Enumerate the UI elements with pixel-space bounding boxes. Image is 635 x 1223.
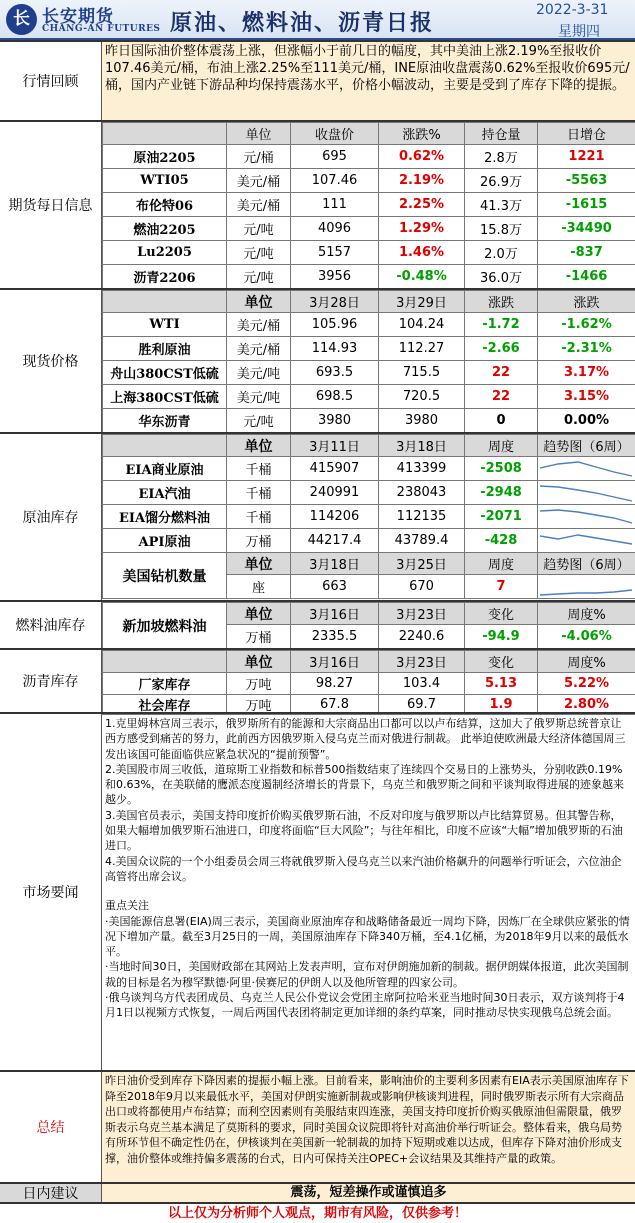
futures-header-unit: 单位 <box>227 123 291 145</box>
news-item: ·美国能源信息署(EIA)周三表示，美国商业原油库存和战略储备最近一周均下降，因炼厂在全球供应紧张的情况下增加产量。截至3月25日的一周，美国原油库存下降340万桶，至4.1亿桶，为2018年9月以来的最低水平。 <box>105 914 630 959</box>
news-item: 2.美国股市周三收低，道琼斯工业指数和标普500指数结束了连续四个交易日的上涨势头，分别收跌0.19%和0.63%，在美联储的鹰派态度遏制经济增长的背景下，乌克兰和俄罗斯之间和平谈判取得进展的迹象越来越少。 <box>105 762 624 807</box>
fuel-inv-name: 新加坡燃料油 <box>103 603 227 649</box>
asph-inv-pct: 2.80% <box>538 695 635 715</box>
trend-sparkline-cell <box>538 529 635 553</box>
review-label: 行情回顾 <box>0 42 102 120</box>
asph-inv-d2: 103.4 <box>379 673 465 695</box>
table-row <box>103 409 635 433</box>
rig-wk: 7 <box>465 575 538 599</box>
asph-inv-header-d2: 3月23日 <box>379 651 465 673</box>
crude-inv-wk: -428 <box>465 529 538 553</box>
spot-d2: 715.5 <box>379 361 465 385</box>
spot-header-row <box>103 291 635 313</box>
rig-header-wk: 周度 <box>465 553 538 575</box>
fuel-inv-header-pct: 周度% <box>538 603 635 625</box>
crude-inv-unit: 千桶 <box>227 481 291 505</box>
futures-oi: 2.0万 <box>465 241 538 265</box>
spot-d1: 693.5 <box>291 361 379 385</box>
crude-inv-d1: 44217.4 <box>291 529 379 553</box>
futures-close: 695 <box>291 145 379 169</box>
futures-doi: -1466 <box>538 265 635 289</box>
rig-header-trend: 趋势图（6周） <box>538 553 635 575</box>
asph-inv-unit: 万吨 <box>227 673 291 695</box>
futures-oi: 36.0万 <box>465 265 538 289</box>
futures-doi: -5563 <box>538 169 635 193</box>
trend-sparkline-cell <box>538 481 635 505</box>
news-item: 3.美国官员表示，美国支持印度折价购买俄罗斯石油，不反对印度与俄罗斯以卢比结算贸易。但其警告称，如果大幅增加俄罗斯石油进口，印度将面临“巨大风险”；与往年相比，印度不应该“大幅”增加俄罗斯的石油进口。 <box>105 808 623 853</box>
advice-label: 日内建议 <box>0 1184 102 1202</box>
futures-unit: 元/吨 <box>227 265 291 289</box>
crude-inv-name: EIA汽油 <box>103 481 227 505</box>
table-row <box>103 265 635 289</box>
futures-close: 5157 <box>291 241 379 265</box>
spot-header-unit: 单位 <box>227 291 291 313</box>
trend-sparkline <box>538 506 634 528</box>
spot-header-name <box>103 291 227 313</box>
futures-doi: 1221 <box>538 145 635 169</box>
crude-inv-unit: 千桶 <box>227 457 291 481</box>
asph-inv-d2: 69.7 <box>379 695 465 715</box>
asph-inv-header-unit: 单位 <box>227 651 291 673</box>
table-row <box>103 505 635 529</box>
futures-close: 4096 <box>291 217 379 241</box>
table-row <box>103 313 635 337</box>
crude-inv-unit: 万桶 <box>227 529 291 553</box>
news-spacer <box>105 884 632 898</box>
futures-chg: 2.19% <box>379 169 465 193</box>
crude-inv-wk: -2071 <box>465 505 538 529</box>
table-row <box>103 361 635 385</box>
crude-inv-header-d1: 3月11日 <box>291 435 379 457</box>
futures-header-name <box>103 123 227 145</box>
futures-header-row <box>103 123 635 145</box>
trend-sparkline-cell <box>538 575 635 599</box>
spot-label: 现货价格 <box>0 290 102 432</box>
crude-inv-wk: -2948 <box>465 481 538 505</box>
table-row <box>103 193 635 217</box>
crude-inv-name: API原油 <box>103 529 227 553</box>
spot-pct: 3.15% <box>538 385 635 409</box>
futures-oi: 26.9万 <box>465 169 538 193</box>
company-name-cn: 长安期货 <box>42 7 114 27</box>
crude-inv-d1: 415907 <box>291 457 379 481</box>
news-focus-heading: 重点关注 <box>105 899 149 913</box>
spot-header-chg: 涨跌 <box>465 291 538 313</box>
futures-name: 燃油2205 <box>103 217 227 241</box>
rig-d1: 663 <box>291 575 379 599</box>
futures-name: 布伦特06 <box>103 193 227 217</box>
crude-inv-header-wk: 周度 <box>465 435 538 457</box>
fuel-inv-header-d1: 3月16日 <box>291 603 379 625</box>
table-row <box>103 337 635 361</box>
spot-chg: -2.66 <box>465 337 538 361</box>
futures-oi: 41.3万 <box>465 193 538 217</box>
news-item: ·当地时间30日，美国财政部在其网站上发表声明，宣布对伊朗施加新的制裁。据伊朗媒体报道，此次美国制裁的目标是名为穆罕默德·阿里·侯赛尼的伊朗人以及他所管理的四家公司。 <box>105 960 629 989</box>
asph-inv-label: 沥青库存 <box>0 650 102 712</box>
asph-inv-unit: 万吨 <box>227 695 291 715</box>
spot-header-d2: 3月29日 <box>379 291 465 313</box>
spot-d2: 3980 <box>379 409 465 433</box>
futures-chg: 0.62% <box>379 145 465 169</box>
table-row <box>103 481 635 505</box>
table-row <box>103 673 635 695</box>
futures-chg: 1.46% <box>379 241 465 265</box>
asph-inv-d1: 67.8 <box>291 695 379 715</box>
futures-header-chg: 涨跌% <box>379 123 465 145</box>
spot-chg: -1.72 <box>465 313 538 337</box>
futures-doi: -837 <box>538 241 635 265</box>
trend-sparkline <box>538 530 634 552</box>
rig-header-row <box>103 553 635 575</box>
spot-header-pct: 涨跌 <box>538 291 635 313</box>
futures-chg: 1.29% <box>379 217 465 241</box>
report-title: 原油、燃料油、沥青日报 <box>170 11 435 36</box>
table-row <box>103 145 635 169</box>
spot-d1: 114.93 <box>291 337 379 361</box>
futures-header-oi: 持仓量 <box>465 123 538 145</box>
rig-header-unit: 单位 <box>227 553 291 575</box>
fuel-inv-d1: 2335.5 <box>291 625 379 649</box>
spot-pct: 0.00% <box>538 409 635 433</box>
asph-inv-name: 社会库存 <box>103 695 227 715</box>
summary-text: 昨日油价受到库存下降因素的提振小幅上涨。目前看来，影响油价的主要利多因素有EIA表示美国原油库存下降至2018年9月以来最低水平，美国对伊朗实施新制裁或影响伊核谈判进程，同时俄罗斯表示所有大宗商品出口或将都使用卢布结算；而利空因素则有美服结束四连涨，美国支持印度折价购买俄原油但需限量，俄罗斯表示乌克兰基本满足了莫斯科的要求，同时美国众议院即将针对高油价举行听证会。整体看来，俄乌局势有所环节但不确定性仍在，伊核谈判在美国新一轮制裁的加持下短期或难以达成，但库存下降对油价形成支撑，油价整体或维持偏多震荡的台式，日内可保持关注OPEC+会议结果及其维持产量的政策。 <box>102 1072 635 1182</box>
futures-name: 沥青2206 <box>103 265 227 289</box>
crude-inv-header-trend: 趋势图（6周） <box>538 435 635 457</box>
spot-unit: 美元/桶 <box>227 337 291 361</box>
fuel-inv-header-row <box>103 603 635 625</box>
fuel-inv-header-chg: 变化 <box>465 603 538 625</box>
fuel-inv-d2: 2240.6 <box>379 625 465 649</box>
spot-chg: 0 <box>465 409 538 433</box>
crude-inv-table <box>102 434 635 599</box>
futures-name: WTI05 <box>103 169 227 193</box>
trend-sparkline <box>538 482 634 504</box>
crude-inv-d2: 112135 <box>379 505 465 529</box>
spot-table <box>102 290 635 433</box>
futures-doi: -1615 <box>538 193 635 217</box>
crude-inv-unit: 千桶 <box>227 505 291 529</box>
futures-unit: 元/吨 <box>227 217 291 241</box>
spot-unit: 美元/桶 <box>227 313 291 337</box>
futures-header-close: 收盘价 <box>291 123 379 145</box>
futures-chg: -0.48% <box>379 265 465 289</box>
table-row <box>103 169 635 193</box>
futures-chg: 2.25% <box>379 193 465 217</box>
news-item: 4.美国众议院的一个小组委员会周三将就俄罗斯入侵乌克兰以来汽油价格飙升的问题举行听证会，六位油企高管将出席会议。 <box>105 854 622 883</box>
company-name-en: CHANG-AN FUTURES <box>42 24 161 34</box>
spot-d1: 105.96 <box>291 313 379 337</box>
spot-unit: 美元/吨 <box>227 361 291 385</box>
futures-close: 111 <box>291 193 379 217</box>
fuel-inv-pct: -4.06% <box>538 625 635 649</box>
trend-sparkline <box>538 458 634 480</box>
table-row <box>103 241 635 265</box>
futures-name: 原油2205 <box>103 145 227 169</box>
fuel-inv-header-unit: 单位 <box>227 603 291 625</box>
asph-inv-pct: 5.22% <box>538 673 635 695</box>
crude-inv-name: EIA商业原油 <box>103 457 227 481</box>
rig-d2: 670 <box>379 575 465 599</box>
spot-unit: 美元/吨 <box>227 385 291 409</box>
advice-text: 震荡，短差操作或谨慎追多 <box>102 1184 635 1202</box>
report-date: 2022-3-31 <box>536 2 609 18</box>
asph-inv-header-row <box>103 651 635 673</box>
spot-name: 舟山380CST低硫 <box>103 361 227 385</box>
spot-chg: 22 <box>465 385 538 409</box>
asph-inv-header-chg: 变化 <box>465 651 538 673</box>
rig-header-d1: 3月18日 <box>291 553 379 575</box>
table-row <box>103 457 635 481</box>
summary-label: 总结 <box>0 1072 102 1182</box>
fuel-inv-label: 燃料油库存 <box>0 602 102 648</box>
trend-sparkline <box>538 576 634 598</box>
futures-name: Lu2205 <box>103 241 227 265</box>
spot-d2: 112.27 <box>379 337 465 361</box>
news-item: 1.克里姆林宫周三表示，俄罗斯所有的能源和大宗商品出口都可以以卢布结算，这加大了俄罗斯总统普京让西方感受到痛苦的努力，此前西方因俄罗斯入侵乌克兰而对俄进行制裁。 此举迫使欧洲最大经济体德国周三发出该国可能面临供应紧急状况的“提前预警”。 <box>105 717 626 761</box>
spot-pct: -1.62% <box>538 313 635 337</box>
futures-table <box>102 122 635 289</box>
rig-unit: 座 <box>227 575 291 599</box>
trend-sparkline-cell <box>538 457 635 481</box>
crude-inv-header-name <box>103 435 227 457</box>
crude-inv-name: EIA馏分燃料油 <box>103 505 227 529</box>
spot-d1: 698.5 <box>291 385 379 409</box>
fuel-inv-unit: 万桶 <box>227 625 291 649</box>
crude-inv-header-d2: 3月18日 <box>379 435 465 457</box>
report-header <box>0 0 635 40</box>
futures-unit: 美元/桶 <box>227 169 291 193</box>
asph-inv-chg: 5.13 <box>465 673 538 695</box>
futures-close: 107.46 <box>291 169 379 193</box>
futures-unit: 元/吨 <box>227 241 291 265</box>
news-body <box>102 714 635 1070</box>
crude-inv-d2: 238043 <box>379 481 465 505</box>
table-row <box>103 217 635 241</box>
crude-inv-header-unit: 单位 <box>227 435 291 457</box>
futures-close: 3956 <box>291 265 379 289</box>
table-row <box>103 385 635 409</box>
futures-unit: 元/桶 <box>227 145 291 169</box>
table-row <box>103 529 635 553</box>
crude-inv-d2: 413399 <box>379 457 465 481</box>
spot-chg: 22 <box>465 361 538 385</box>
asph-inv-d1: 98.27 <box>291 673 379 695</box>
news-label: 市场要闻 <box>0 714 102 1070</box>
crude-inv-header-row <box>103 435 635 457</box>
asph-inv-table <box>102 650 635 715</box>
spot-d2: 720.5 <box>379 385 465 409</box>
futures-header-doi: 日增仓 <box>538 123 635 145</box>
company-logo-icon: 长 <box>6 4 37 35</box>
futures-label: 期货每日信息 <box>0 122 102 288</box>
crude-inv-wk: -2508 <box>465 457 538 481</box>
fuel-inv-table <box>102 602 635 649</box>
spot-unit: 元/吨 <box>227 409 291 433</box>
report-weekday: 星期四 <box>558 24 600 40</box>
rig-name: 美国钻机数量 <box>103 553 227 599</box>
crude-inv-d1: 240991 <box>291 481 379 505</box>
rig-header-d2: 3月25日 <box>379 553 465 575</box>
spot-pct: -2.31% <box>538 337 635 361</box>
spot-d2: 104.24 <box>379 313 465 337</box>
disclaimer: 以上仅为分析师个人观点，期市有风险，仅供参考！ <box>0 1202 635 1223</box>
spot-name: 胜利原油 <box>103 337 227 361</box>
news-item: ·俄乌谈判乌方代表团成员、乌克兰人民公仆党议会党团主席阿拉哈米亚当地时间30日表示，双方谈判将于4月1日以视频方式恢复，一周后两国代表团将制定更加详细的条约草案，同时推动尽快实现俄乌总统会面。 <box>105 991 625 1020</box>
spot-name: 上海380CST低硫 <box>103 385 227 409</box>
crude-inv-d2: 43789.4 <box>379 529 465 553</box>
futures-unit: 美元/桶 <box>227 193 291 217</box>
futures-doi: -34490 <box>538 217 635 241</box>
spot-name: WTI <box>103 313 227 337</box>
asph-inv-name: 厂家库存 <box>103 673 227 695</box>
futures-oi: 2.8万 <box>465 145 538 169</box>
spot-d1: 3980 <box>291 409 379 433</box>
review-text: 昨日国际油价整体震荡上涨，但涨幅小于前几日的幅度，其中美油上涨2.19%至报收价107.46美元/桶，布油上涨2.25%至111美元/桶，INE原油收盘震荡0.62%至报收价695元/桶，国内产业链下游品种均保持震荡水平，价格小幅波动，主要是受到了库存下降的提振。 <box>102 42 635 120</box>
crude-inv-label: 原油库存 <box>0 434 102 600</box>
futures-oi: 15.8万 <box>465 217 538 241</box>
spot-name: 华东沥青 <box>103 409 227 433</box>
asph-inv-header-pct: 周度% <box>538 651 635 673</box>
crude-inv-d1: 114206 <box>291 505 379 529</box>
spot-pct: 3.17% <box>538 361 635 385</box>
asph-inv-header-blank <box>103 651 227 673</box>
fuel-inv-chg: -94.9 <box>465 625 538 649</box>
asph-inv-header-d1: 3月16日 <box>291 651 379 673</box>
spot-header-d1: 3月28日 <box>291 291 379 313</box>
trend-sparkline-cell <box>538 505 635 529</box>
asph-inv-chg: 1.9 <box>465 695 538 715</box>
fuel-inv-header-d2: 3月23日 <box>379 603 465 625</box>
